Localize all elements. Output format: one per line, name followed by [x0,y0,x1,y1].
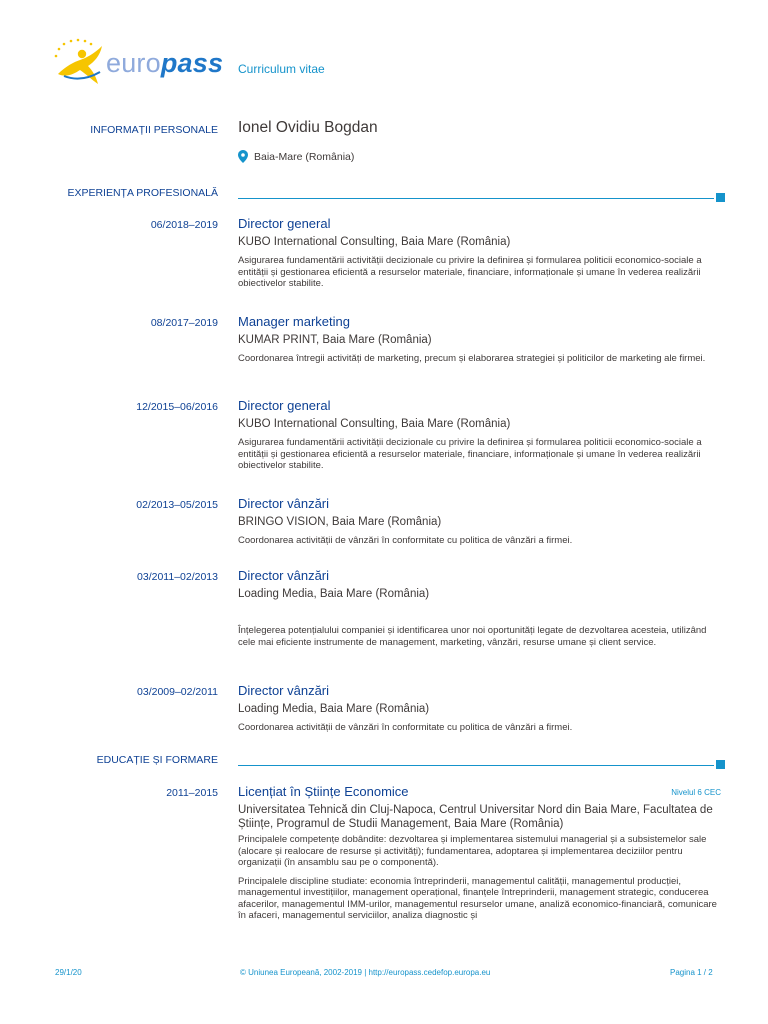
entry-date: 02/2013–05/2015 [136,499,218,511]
entry-description: Asigurarea fundamentării activității decizionale cu privire la definirea și formularea politicii economico-sociale a entității și gestionarea eficientă a resurselor materiale, financiare, informaționale și umane în vederea realizării obiectivelor stabilite. [238,255,702,289]
experience-section-header [0,187,730,203]
entry-body [238,568,723,648]
entry-date: 2011–2015 [166,787,218,799]
entry-organization: KUBO International Consulting, Baia Mare (România) [238,418,511,430]
entry-description: Coordonarea activității de vânzări în conformitate cu politica de vânzări a firmei. [238,535,573,546]
entry-description: Coordonarea activității de vânzări în conformitate cu politica de vânzări a firmei. [238,722,573,733]
location-row [238,150,354,163]
page-footer [0,968,768,982]
entry-title: Manager marketing [238,314,350,329]
entry-description: Coordonarea întregii activități de marketing, precum și elaborarea strategiei și politicilor de marketing ale firmei. [238,353,706,364]
cv-title: Curriculum vitae [238,62,325,76]
location-text: Baia-Mare (România) [254,150,355,163]
entry-date: 06/2018–2019 [150,219,218,231]
cv-header [50,36,750,96]
education-section-label: EDUCAȚIE ȘI FORMARE [96,754,218,766]
entry-title: Director general [238,216,331,231]
entry-organization: Loading Media, Baia Mare (România) [238,703,430,715]
entry-body [238,496,723,547]
entry-organization: Loading Media, Baia Mare (România) [238,588,430,600]
footer-page-number: Pagina 1 / 2 [670,968,713,977]
entry-title: Director vânzări [238,568,330,583]
entry-disciplines: Principalele discipline studiate: economia întreprinderii, managementul calității, managementul producției, managementul investițiilor, management operațional, finanțele întreprinderii, management strategic, conducerea afacerilor, managementul IMM-urilor, managementul resurselor umane, analiză economico-financiară, comunicare în afaceri, managementul serviciilor, analiza diagnostic și [238,875,717,921]
section-marker-square [716,760,725,769]
location-pin-icon [238,150,248,163]
entry-title: Director vânzări [238,496,330,511]
entry-title: Licențiat în Științe Economice [238,784,409,799]
entry-organization: KUMAR PRINT, Baia Mare (România) [238,334,432,346]
education-section-header [0,754,730,770]
europass-star-figure-icon [50,36,110,92]
section-divider-line [238,198,714,199]
entry-organization: KUBO International Consulting, Baia Mare (România) [238,236,511,248]
europass-logo [50,36,230,92]
entry-date: 03/2011–02/2013 [137,571,218,583]
person-name: Ionel Ovidiu Bogdan [238,119,378,136]
entry-title: Director vânzări [238,683,330,698]
entry-description: Înțelegerea potențialului companiei și identificarea unor noi oportunități legate de dezvoltarea acesteia, utilizând cele mai eficiente instrumente de management, marketing, vânzări, resurse umane și client service. [238,625,707,648]
footer-copyright-link[interactable]: © Uniunea Europeană, 2002-2019 | http://europass.cedefop.europa.eu [240,968,491,977]
section-marker-square [716,193,725,202]
entry-date: 08/2017–2019 [150,317,218,329]
entry-body [238,314,723,365]
entry-body [238,216,723,290]
entry-body [238,683,723,734]
entry-competences: Principalele competențe dobândite: dezvoltarea și implementarea sistemului managerial și a subsistemelor sale (alocare și realocare de resurse și activități); fundamentarea, adoptarea și implementarea deciziilor pentru organizații (în ansamblu sau pe o componentă). [238,834,707,868]
section-divider-line [238,765,714,766]
entry-body [238,784,723,922]
entry-body [238,398,723,472]
experience-section-label: EXPERIENȚA PROFESIONALĂ [67,187,218,199]
entry-organization: Universitatea Tehnică din Cluj-Napoca, Centrul Universitar Nord din Baia Mare, Facultatea de Științe, Programul de Studii Management, Baia Mare (România) [238,804,713,830]
entry-description: Asigurarea fundamentării activității decizionale cu privire la definirea și formularea politicii economico-sociale a entității și gestionarea eficientă a resurselor materiale, financiare, informaționale și umane în vederea realizării obiectivelor stabilite. [238,437,702,471]
qualification-level-badge: Nivelul 6 CEC [671,788,721,797]
logo-euro-text: euro [106,48,161,78]
entry-date: 03/2009–02/2011 [137,686,218,698]
logo-pass-text: pass [160,48,224,78]
footer-date: 29/1/20 [55,968,82,977]
europass-wordmark [106,48,223,79]
entry-title: Director general [238,398,331,413]
entry-organization: BRINGO VISION, Baia Mare (România) [238,516,442,528]
entry-date: 12/2015–06/2016 [136,401,218,413]
personal-info-label: INFORMAȚII PERSONALE [90,124,218,136]
